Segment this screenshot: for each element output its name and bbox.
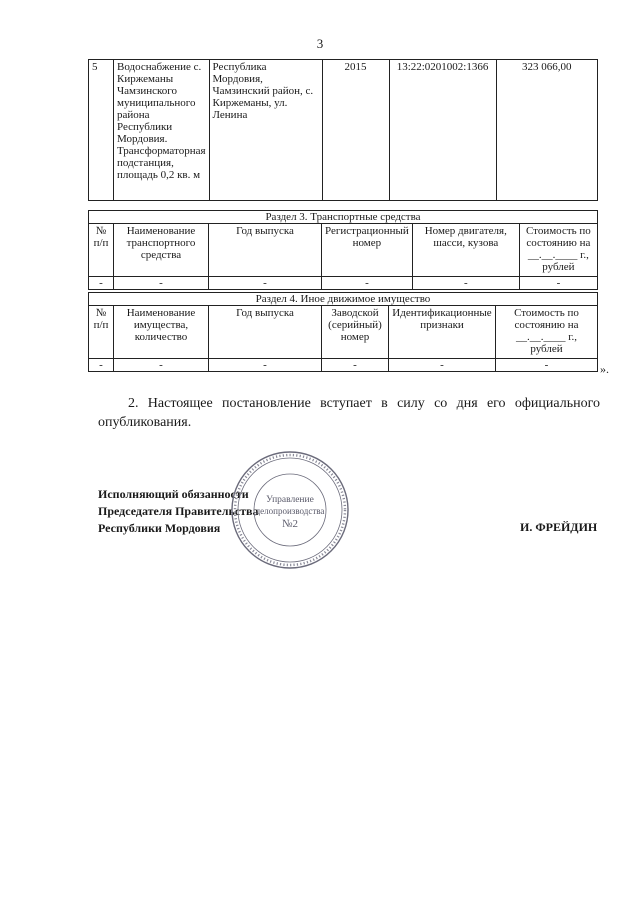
cell-dash: -: [114, 359, 209, 372]
header-number: № п/п: [89, 224, 114, 277]
cell-dash: -: [322, 277, 413, 290]
signature-title-line-2: Председателя Правительства: [98, 504, 259, 518]
header-cost: Стоимость по состоянию на __.__.____ г., рублей: [519, 224, 597, 277]
page-number: 3: [316, 36, 324, 51]
section-4-title: Раздел 4. Иное движимое имущество: [89, 293, 598, 306]
header-name: Наименование имущества, количество: [114, 306, 209, 359]
header-cost: Стоимость по состоянию на __.__.____ г., рублей: [496, 306, 598, 359]
cell-dash: -: [496, 359, 598, 372]
decree-paragraph: [98, 394, 600, 432]
cell-dash: -: [519, 277, 597, 290]
cell-cost: 323 066,00: [496, 60, 597, 201]
header-year: Год выпуска: [209, 306, 322, 359]
header-reg-number: Регистрационный номер: [322, 224, 413, 277]
seal-text-2: делопроизводства: [255, 506, 325, 516]
seal-text-3: №2: [282, 518, 298, 530]
header-year: Год выпуска: [209, 224, 322, 277]
cell-dash: -: [209, 359, 322, 372]
cell-cadastre: 13:22:0201002:1366: [389, 60, 496, 201]
table-row: [89, 359, 598, 372]
cell-dash: -: [89, 277, 114, 290]
cell-dash: -: [412, 277, 519, 290]
cell-name: Водоснабжение с. Киржеманы Чамзинского муниципального района Республики Мордовия. Трансформаторная подстанция, площадь 0,2 кв. м: [114, 60, 210, 201]
cell-number: 5: [89, 60, 114, 201]
cell-dash: -: [322, 359, 389, 372]
header-number: № п/п: [89, 306, 114, 359]
cell-dash: -: [209, 277, 322, 290]
cell-address: Республика Мордовия, Чамзинский район, с. Киржеманы, ул. Ленина: [209, 60, 322, 201]
signature-title-line-1: Исполняющий обязанности: [98, 487, 249, 501]
header-serial-number: Заводской (серийный) номер: [322, 306, 389, 359]
header-engine-number: Номер двигателя, шасси, кузова: [412, 224, 519, 277]
seal-text-1: Управление: [266, 495, 314, 505]
closing-quote: ».: [600, 362, 609, 376]
signature-title-line-3: Республики Мордовия: [98, 521, 221, 535]
cell-dash: -: [114, 277, 209, 290]
transport-table: [88, 210, 598, 290]
header-name: Наименование транспортного средства: [114, 224, 209, 277]
official-seal-icon: [228, 448, 352, 572]
header-identification: Идентификационные признаки: [389, 306, 496, 359]
paragraph-text: 2. Настоящее постановление вступает в силу со дня его официального опубликования.: [98, 396, 600, 430]
property-table-row-5: [88, 59, 598, 201]
table-header-row: [89, 224, 598, 277]
signer-name: И. ФРЕЙДИН: [520, 520, 598, 534]
table-header-row: [89, 306, 598, 359]
cell-dash: -: [389, 359, 496, 372]
cell-year: 2015: [322, 60, 389, 201]
movable-property-table: [88, 292, 598, 372]
cell-dash: -: [89, 359, 114, 372]
table-row: [89, 277, 598, 290]
section-3-title: Раздел 3. Транспортные средства: [89, 211, 598, 224]
table-row: [89, 60, 598, 201]
